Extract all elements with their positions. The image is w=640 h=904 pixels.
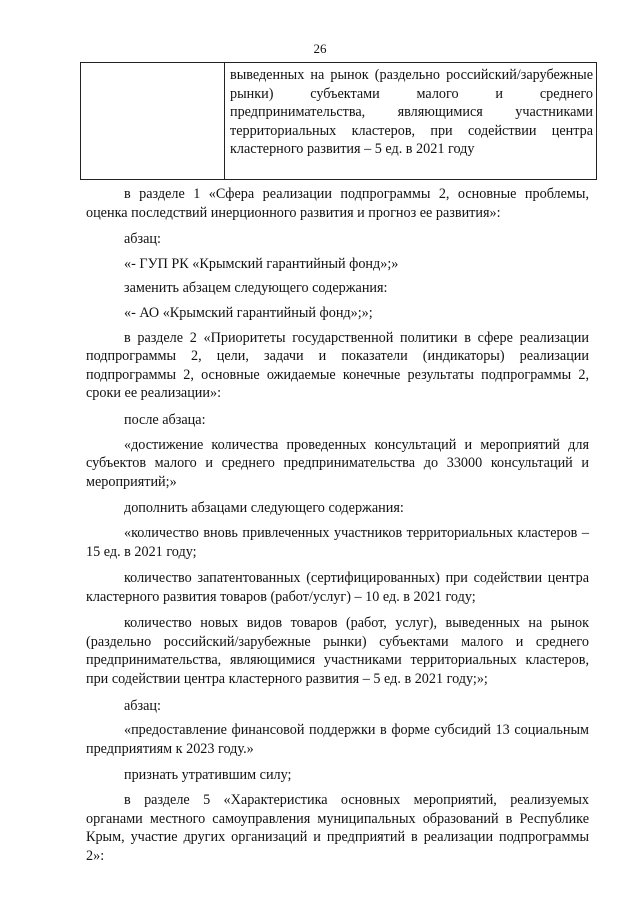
- paragraph-abzac-2: абзац:: [124, 697, 161, 714]
- paragraph-abzac-1: абзац:: [124, 231, 161, 248]
- table-cell-empty: [81, 63, 225, 179]
- paragraph-ao-fund: «- АО «Крымский гарантийный фонд»;»;: [124, 304, 373, 321]
- paragraph-supplement: дополнить абзацами следующего содержания:: [124, 500, 404, 517]
- page-number: 26: [313, 41, 327, 56]
- paragraph-patented: количество запатентованных (сертифицированных) при содействии центра кластерного развития товаров (работ/услуг) – 10 ед. в 2021 году;: [86, 570, 589, 605]
- paragraph-after-abzac: после абзаца:: [124, 411, 206, 428]
- paragraph-consultations: «достижение количества проведенных консультаций и мероприятий для субъектов малого и среднего предпринимательства до 33000 консультаций и мероприятий;»: [86, 436, 589, 490]
- paragraph-new-goods: количество новых видов товаров (работ, услуг), выведенных на рынок (раздельно российский/зарубежные рынки) субъектами малого и среднего предпринимательства, являющимися участниками территориальных кластеров, при содействии центра кластерного развития – 5 ед. в 2021 году;»;: [86, 615, 589, 688]
- paragraph-invalidate: признать утратившим силу;: [124, 767, 292, 784]
- document-body: [86, 185, 589, 873]
- paragraph-gup-fund: «- ГУП РК «Крымский гарантийный фонд»;»: [124, 255, 399, 272]
- table-cell-text: выведенных на рынок (раздельно российский/зарубежные рынки) субъектами малого и среднего предпринимательства, являющимися участниками территориальных кластеров, при содействии центра кластерного развития – 5 ед. в 2021 году: [230, 67, 593, 158]
- paragraph-replace: заменить абзацем следующего содержания:: [124, 280, 388, 297]
- paragraph-cluster-participants: «количество вновь привлеченных участников территориальных кластеров – 15 ед. в 2021 году;: [86, 524, 589, 560]
- paragraph-section-2: в разделе 2 «Приоритеты государственной политики в сфере реализации подпрограммы 2, цели, задачи и показатели (индикаторы) реализации подпрограммы 2, основные ожидаемые конечные результаты подпрограммы 2, сроки ее реализации»:: [86, 329, 589, 402]
- paragraph-subsidies: «предоставление финансовой поддержки в форме субсидий 13 социальным предприятиям к 2023 году.»: [86, 722, 589, 757]
- paragraph-section-1: в разделе 1 «Сфера реализации подпрограммы 2, основные проблемы, оценка последствий инерционного развития и прогноз ее развития»:: [86, 186, 589, 221]
- table-row: [80, 62, 597, 180]
- paragraph-section-5: в разделе 5 «Характеристика основных мероприятий, реализуемых органами местного самоуправления муниципальных образований в Республике Крым, участие других организаций и предприятий в реализации подпрограммы 2»:: [86, 792, 589, 864]
